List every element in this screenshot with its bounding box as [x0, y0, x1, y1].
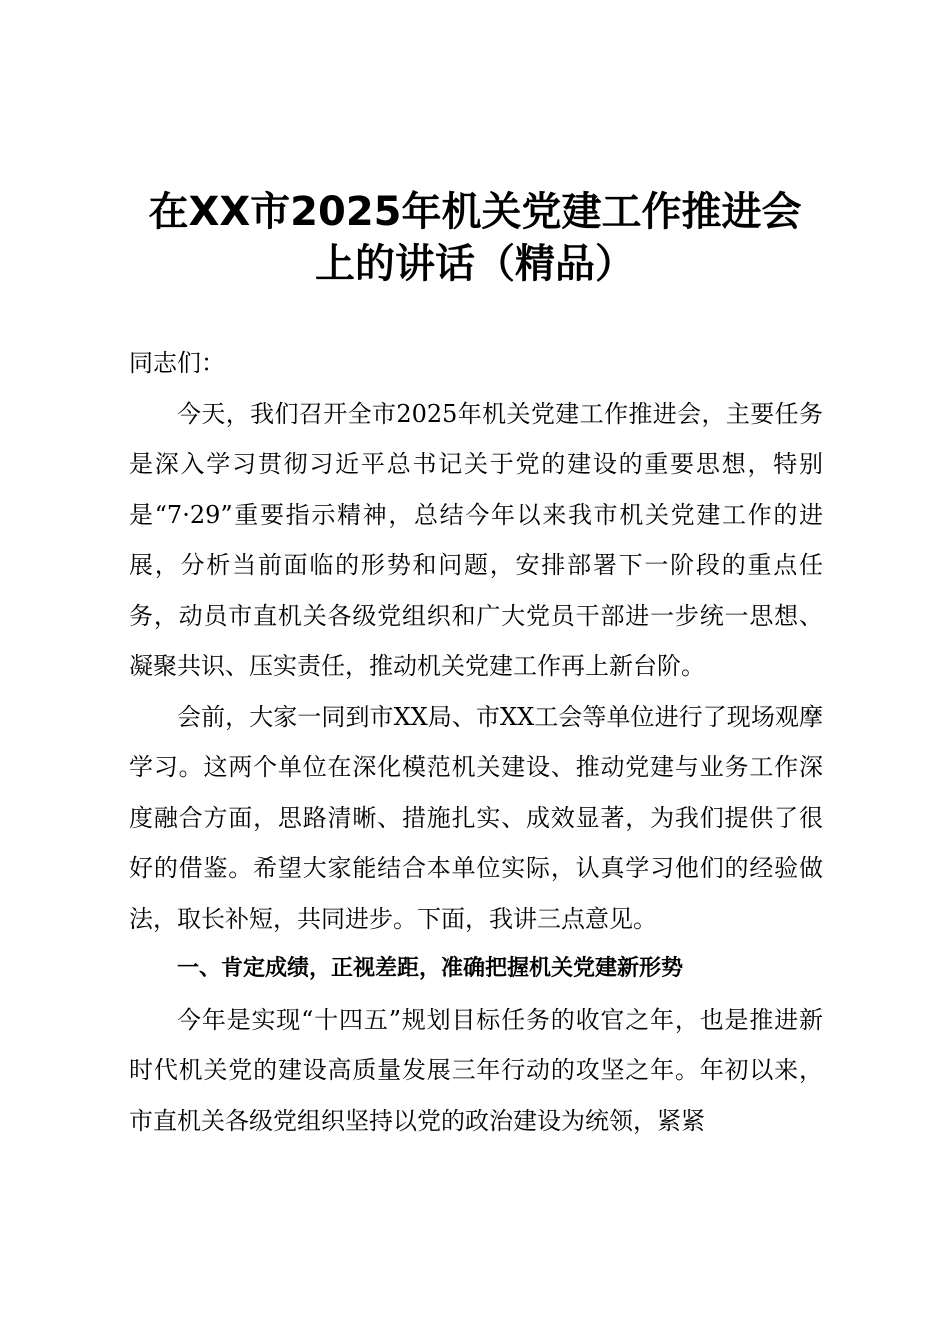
- document-title: [120, 186, 830, 290]
- paragraph-observation: 会前，大家一同到市XX局、市XX工会等单位进行了现场观摩学习。这两个单位在深化模范机关建设、推动党建与业务工作深度融合方面，思路清晰、措施扎实、成效显著，为我们提供了很好的借鉴。希望大家能结合本单位实际，认真学习他们的经验做法，取长补短，共同进步。下面，我讲三点意见。: [129, 702, 823, 933]
- section-heading-1: 一、肯定成绩，正视差距，准确把握机关党建新形势: [177, 956, 684, 981]
- salutation: 同志们：: [129, 349, 225, 377]
- document-body: [129, 338, 823, 1146]
- section-paragraph-1: 今年是实现“十四五”规划目标任务的收官之年，也是推进新时代机关党的建设高质量发展三年行动的攻坚之年。年初以来，市直机关各级党组织坚持以党的政治建设为统领，紧紧: [129, 1005, 823, 1135]
- title-line-1: 在XX市2025年机关党建工作推进会: [148, 189, 802, 235]
- paragraph-opening: 今天，我们召开全市2025年机关党建工作推进会，主要任务是深入学习贯彻习近平总书记关于党的建设的重要思想，特别是“7·29”重要指示精神，总结今年以来我市机关党建工作的进展，分析当前面临的形势和问题，安排部署下一阶段的重点任务，动员市直机关各级党组织和广大党员干部进一步统一思想、凝聚共识、压实责任，推动机关党建工作再上新台阶。: [129, 399, 823, 680]
- title-line-2: 上的讲话（精品）: [315, 241, 635, 287]
